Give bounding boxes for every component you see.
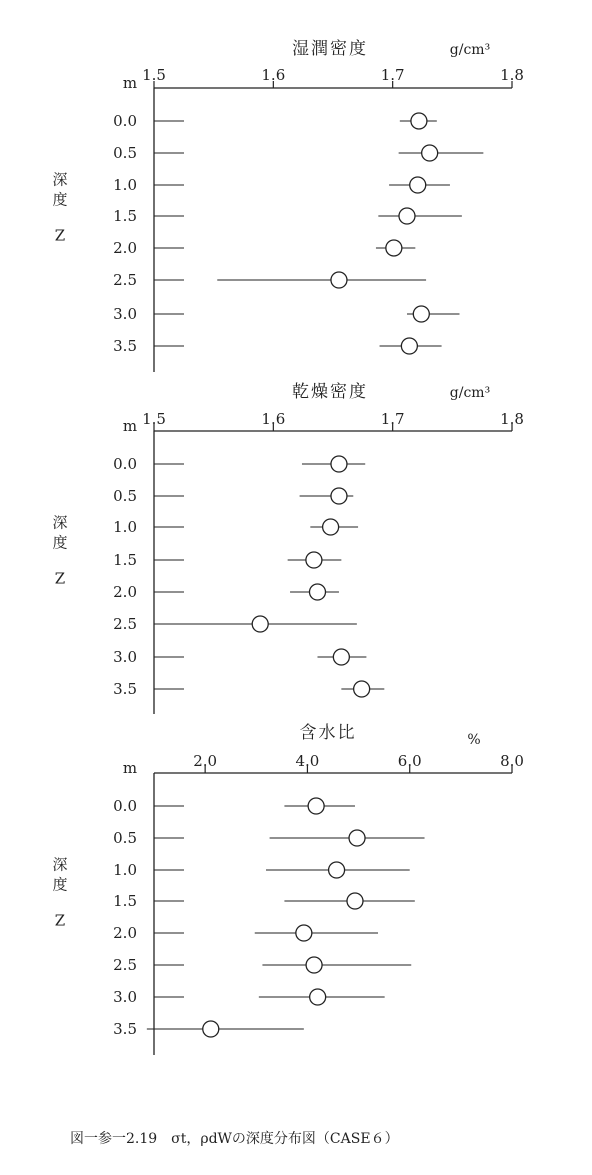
mean-marker: [329, 862, 345, 878]
x-tick-label: 1.7: [380, 410, 405, 428]
mean-marker: [306, 957, 322, 973]
y-axis-title-2: 度: [52, 875, 68, 894]
chart-panel-1: [52, 39, 523, 372]
x-tick-label: 1.6: [261, 410, 286, 428]
mean-marker: [347, 893, 363, 909]
figure-caption: 図一参一2.19 σt，ρdWの深度分布図（CASE６）: [70, 1131, 399, 1147]
chart-title: 乾燥密度: [292, 382, 368, 402]
y-tick-label: 3.5: [113, 337, 137, 355]
mean-marker: [331, 456, 347, 472]
y-tick-label: 1.0: [113, 176, 137, 194]
y-tick-label: 0.5: [113, 487, 137, 505]
y-tick-label: 3.0: [113, 648, 137, 666]
x-tick-label: 2.0: [193, 752, 218, 770]
mean-marker: [386, 240, 402, 256]
mean-marker: [422, 145, 438, 161]
y-tick-label: 0.5: [113, 829, 137, 847]
y-unit-label: m: [122, 759, 138, 777]
mean-marker: [333, 649, 349, 665]
mean-marker: [252, 616, 268, 632]
mean-marker: [349, 830, 365, 846]
x-tick-label: 1.6: [261, 66, 286, 84]
y-axis-title-1: 深: [52, 513, 68, 532]
y-tick-label: 3.5: [113, 1020, 137, 1038]
mean-marker: [354, 681, 370, 697]
x-tick-label: 1.7: [380, 66, 405, 84]
mean-marker: [410, 177, 426, 193]
mean-marker: [296, 925, 312, 941]
y-tick-label: 2.5: [113, 615, 137, 633]
y-axis-title-3: Z: [54, 911, 66, 930]
x-tick-label: 1.8: [500, 410, 524, 428]
y-tick-label: 0.0: [113, 797, 137, 815]
y-axis-title-3: Z: [54, 226, 66, 245]
y-tick-label: 1.5: [113, 551, 137, 569]
mean-marker: [413, 306, 429, 322]
y-tick-label: 2.0: [113, 239, 137, 257]
y-axis-title-2: 度: [52, 533, 68, 552]
y-tick-label: 0.5: [113, 144, 137, 162]
y-tick-label: 1.5: [113, 207, 137, 225]
y-unit-label: m: [122, 417, 138, 435]
y-axis-title-1: 深: [52, 170, 68, 189]
mean-marker: [399, 208, 415, 224]
y-tick-label: 1.0: [113, 518, 137, 536]
mean-marker: [203, 1021, 219, 1037]
chart-unit: g/cm³: [449, 385, 491, 401]
y-tick-label: 3.0: [113, 305, 137, 323]
mean-marker: [331, 488, 347, 504]
x-tick-label: 4.0: [295, 752, 320, 770]
mean-marker: [331, 272, 347, 288]
mean-marker: [411, 113, 427, 129]
y-tick-label: 2.0: [113, 583, 137, 601]
y-tick-label: 2.5: [113, 271, 137, 289]
mean-marker: [309, 584, 325, 600]
chart-unit: %: [467, 732, 481, 748]
mean-marker: [401, 338, 417, 354]
mean-marker: [308, 798, 324, 814]
x-tick-label: 1.8: [500, 66, 524, 84]
y-tick-label: 1.5: [113, 892, 137, 910]
y-axis-title-2: 度: [52, 190, 68, 209]
y-tick-label: 2.0: [113, 924, 137, 942]
y-tick-label: 1.0: [113, 861, 137, 879]
chart-title: 湿潤密度: [292, 39, 368, 59]
mean-marker: [310, 989, 326, 1005]
y-tick-label: 2.5: [113, 956, 137, 974]
chart-title: 含水比: [299, 723, 357, 743]
y-axis-title-3: Z: [54, 569, 66, 588]
x-tick-label: 1.5: [142, 66, 166, 84]
y-tick-label: 3.0: [113, 988, 137, 1006]
chart-panel-3: [52, 723, 523, 1055]
x-tick-label: 8.0: [500, 752, 524, 770]
x-tick-label: 6.0: [397, 752, 422, 770]
y-tick-label: 0.0: [113, 112, 137, 130]
x-tick-label: 1.5: [142, 410, 166, 428]
y-tick-label: 0.0: [113, 455, 137, 473]
mean-marker: [323, 519, 339, 535]
y-tick-label: 3.5: [113, 680, 137, 698]
y-unit-label: m: [122, 74, 138, 92]
y-axis-title-1: 深: [52, 855, 68, 874]
mean-marker: [306, 552, 322, 568]
chart-unit: g/cm³: [449, 42, 491, 58]
chart-panel-2: [52, 382, 523, 714]
